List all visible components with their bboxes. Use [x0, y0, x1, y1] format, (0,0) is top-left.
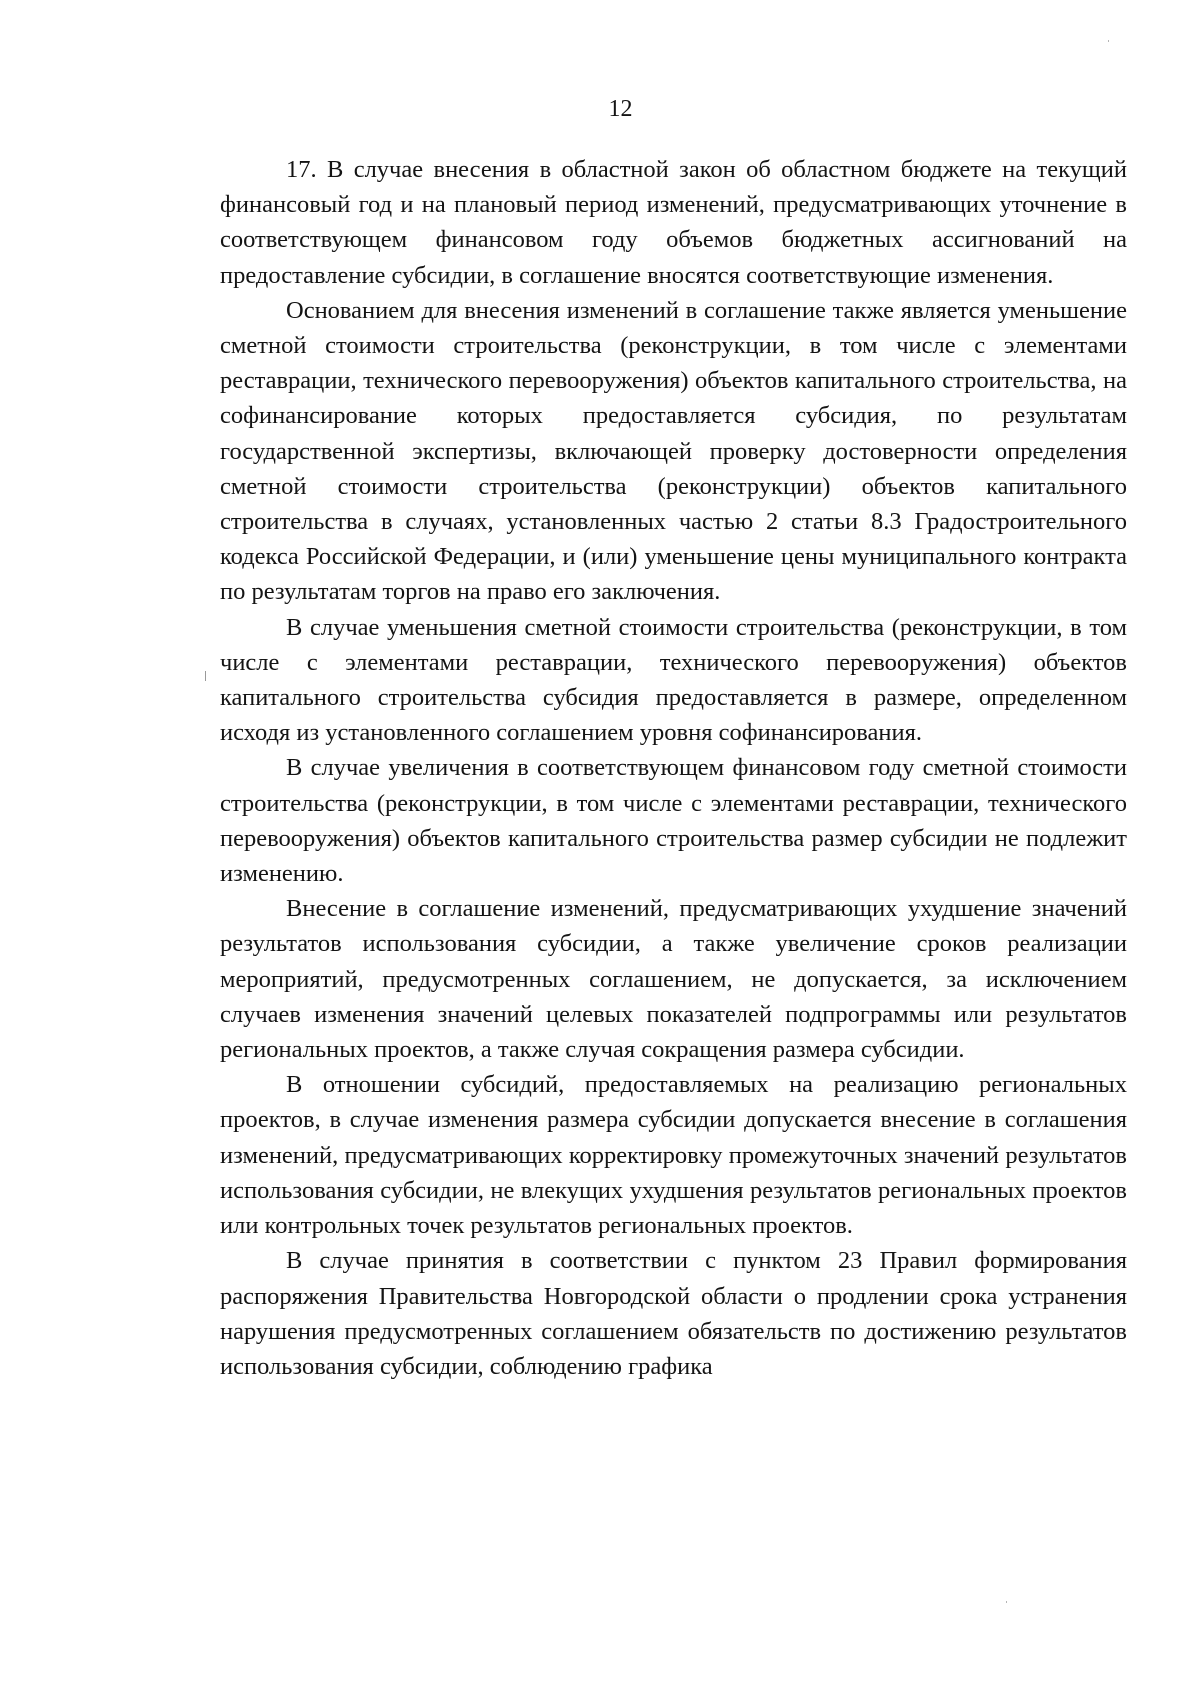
- scan-speck: [1006, 1601, 1007, 1603]
- paragraph-6: В отношении субсидий, предоставляемых на реализацию региональных проектов, в случае изменения размера субсидии допускается внесение в соглашения изменений, предусматривающих корректировку промежуточных значений результатов использования субсидии, не влекущих ухудшения результатов региональных проектов или контрольных точек результатов региональных проектов.: [220, 1071, 1127, 1240]
- paragraph-1: 17. В случае внесения в областной закон об областном бюджете на текущий финансовый год и на плановый период изменений, предусматривающих уточнение в соответствующем финансовом году объемов бюджетных ассигнований на предоставление субсидии, в соглашение вносятся соответствующие изменения.: [220, 156, 1127, 289]
- scan-margin-mark: [205, 671, 206, 681]
- paragraph-4: В случае увеличения в соответствующем финансовом году сметной стоимости строительства (реконструкции, в том числе с элементами реставрации, технического перевооружения) объектов капитального строительства размер субсидии не подлежит изменению.: [220, 754, 1127, 888]
- page-number: 12: [608, 96, 633, 122]
- paragraph-7: В случае принятия в соответствии с пунктом 23 Правил формирования распоряжения Правительства Новгородской области о продлении срока устранения нарушения предусмотренных соглашением обязательств по достижению результатов использования субсидии, соблюдению графика: [220, 1247, 1127, 1380]
- scan-speck: [1108, 40, 1109, 42]
- paragraph-5: Внесение в соглашение изменений, предусматривающих ухудшение значений результатов использования субсидии, а также увеличение сроков реализации мероприятий, предусмотренных соглашением, не допускается, за исключением случаев изменения значений целевых показателей подпрограммы или результатов региональных проектов, а также случая сокращения размера субсидии.: [220, 895, 1127, 1064]
- paragraph-2: Основанием для внесения изменений в соглашение также является уменьшение сметной стоимости строительства (реконструкции, в том числе с элементами реставрации, технического перевооружения) объектов капитального строительства, на софинансирование которых предоставляется субсидия, по результатам государственной экспертизы, включающей проверку достоверности определения сметной стоимости строительства (реконструкции) объектов капитального строительства в случаях, установленных частью 2 статьи 8.3 Градостроительного кодекса Российской Федерации, и (или) уменьшение цены муниципального контракта по результатам торгов на право его заключения.: [220, 296, 1127, 606]
- document-body: [220, 152, 1127, 1384]
- paragraph-3: В случае уменьшения сметной стоимости строительства (реконструкции, в том числе с элементами реставрации, технического перевооружения) объектов капитального строительства субсидия предоставляется в размере, определенном исходя из установленного соглашением уровня софинансирования.: [220, 613, 1127, 747]
